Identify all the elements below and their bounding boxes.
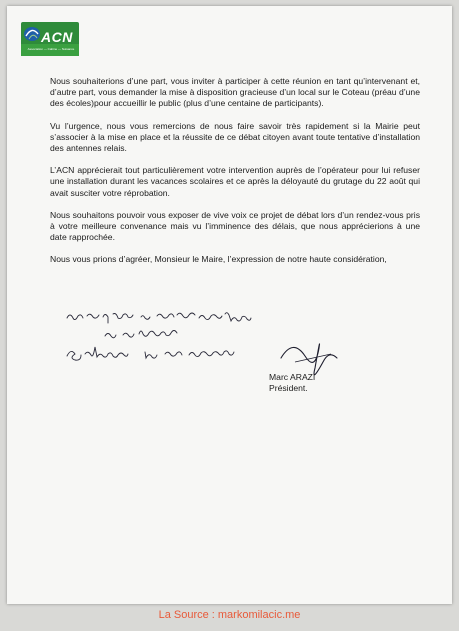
paragraph: Nous vous prions d’agréer, Monsieur le Maire, l’expression de notre haute considération, <box>50 254 387 265</box>
logo-name: ACN <box>41 29 73 45</box>
signer-title: Président. <box>269 383 308 393</box>
source-caption: La Source : markomilacic.me <box>158 609 301 621</box>
paragraph: Nous souhaiterions d’une part, vous inviter à participer à cette réunion en tant qu’intervenant et, d’autre part, vous demander la mise à disposition gracieuse d’un local sur le Coteau (préau d’une des écoles)pour accueillir le public (plus d’une centaine de participants). <box>50 76 420 109</box>
paragraph: Nous souhaitons pouvoir vous exposer de vive voix ce projet de débat lors d’un rendez-vous pris à votre meilleure convenance mais vu l’imminence des délais, que nous apprécierions à une date rapprochée. <box>50 209 420 243</box>
acn-logo <box>21 22 79 56</box>
handwritten-note <box>65 308 305 378</box>
paragraph: Vu l’urgence, nous vous remercions de nous faire savoir très rapidement si la Mairie peut s’associer à la mise en place et la réussite de ce débat citoyen avant toute tentative d’installation des antennes relais. <box>50 120 420 154</box>
signer-block <box>269 372 315 394</box>
letter-body <box>50 76 420 277</box>
logo-tagline: Association — Cabine — Nuisance <box>27 47 75 51</box>
paragraph: L’ACN apprécierait tout particulièrement votre intervention auprès de l’opérateur pour lui refuser une installation durant les vacances scolaires et ce après la déloyauté du grutage du 22 août qui avait susciter votre réprobation. <box>50 165 420 198</box>
letter-page <box>7 6 452 604</box>
signer-name: Marc ARAZI <box>269 372 316 382</box>
